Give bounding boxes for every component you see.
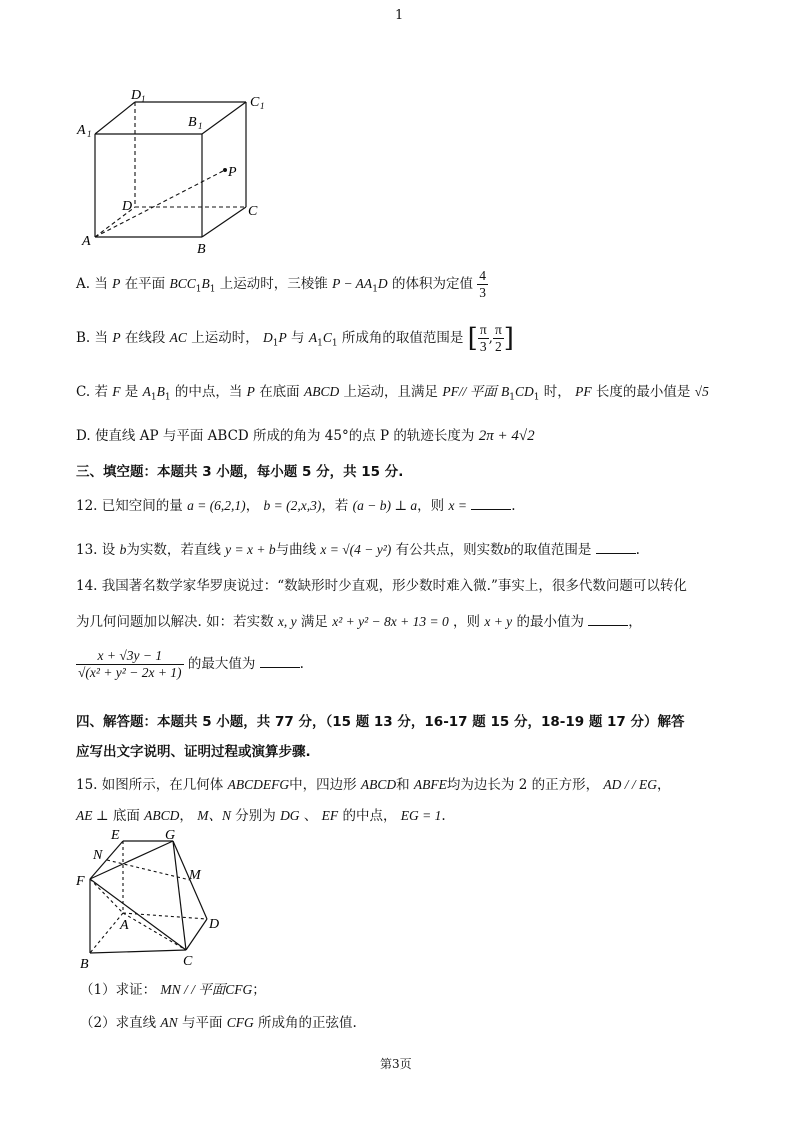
question-15-part-2: （2）求直线 AN 与平面 CFG 所成角的正弦值.: [80, 1015, 357, 1031]
question-14-line-2: 为几何问题加以解决. 如：若实数 x, y 满足 x² + y² − 8x + 13 = 0 ，则 x + y 的最小值为 ，: [76, 614, 642, 630]
label-d: D: [209, 917, 220, 932]
edge-bc: [202, 207, 246, 237]
answer-blank-14b: [260, 667, 300, 668]
option-c: C. 若 F 是 $A_1B_1$ 的中点，当 P 在底面 ABCD 上运动，且满足 PF// 平面 $B_1CD_1$ 时， PF 长度的最小值是 √5: [76, 384, 709, 403]
edge-bc: [90, 950, 186, 953]
question-13: 13. 设 b为实数，若直线 y = x + b与曲线 x = √(4 − y²) 有公共点，则实数b的取值范围是 .: [76, 542, 640, 558]
section-4-title-line-2: 应写出文字说明、证明过程或演算步骤.: [76, 744, 311, 760]
question-14-line-1: 14. 我国著名数学家华罗庚说过：“数缺形时少直观，形少数时难入微.”事实上，很多代数问题可以转化: [76, 578, 687, 594]
label-c: C: [248, 204, 258, 219]
answer-blank-12: [471, 509, 511, 510]
section-4-title-line-1: 四、解答题：本题共 5 小题，共 77 分，（15 题 13 分，16-17 题 15 分，18-19 题 17 分）解答: [76, 714, 685, 730]
edge-ac: [123, 913, 186, 950]
header-page-number: 1: [395, 8, 404, 23]
label-d: D: [122, 199, 133, 214]
label-c: C: [183, 954, 193, 969]
label-d1: D: [131, 88, 142, 103]
label-a: A: [82, 234, 91, 249]
edge-a1d1: [95, 102, 135, 134]
edge-cd: [186, 919, 207, 950]
label-d1-sub: 1: [141, 94, 146, 104]
label-m: M: [189, 868, 201, 883]
label-b: B: [80, 957, 89, 972]
option-d: D. 使直线 AP 与平面 ABCD 所成的角为 45°的点 P 的轨迹长度为 2π + 4√2: [76, 428, 535, 444]
question-12: 12. 已知空间的量 a = (6,2,1)， b = (2,x,3)，若 (a − b) ⊥ a，则 x = .: [76, 498, 516, 514]
answer-blank-14a: [588, 625, 628, 626]
question-15-line-1: 15. 如图所示，在几何体 ABCDEFG中，四边形 ABCD和 ABFE均为边长为 2 的正方形， AD / / EG，: [76, 777, 671, 793]
edge-b1c1: [202, 102, 246, 134]
answer-blank-13: [596, 553, 636, 554]
label-b1-sub: 1: [198, 121, 203, 131]
label-f: F: [76, 874, 85, 889]
fraction-expression: $\frac{x + √3y - 1}{\text{√(x² + y² − 2x + 1)}}$: [78, 648, 182, 680]
segment-ap: [95, 170, 225, 237]
label-b1: B: [188, 115, 197, 130]
segment-nm: [107, 860, 190, 880]
label-a1-sub: 1: [87, 129, 92, 139]
label-n: N: [93, 848, 103, 863]
question-14-line-3: $\frac{x + √3y - 1}{\text{√(x² + y² − 2x + 1)}}$ 的最大值为 .: [78, 648, 304, 680]
label-a1: A: [77, 123, 86, 138]
label-c1: C: [250, 95, 260, 110]
edge-fc: [90, 879, 186, 950]
section-3-title: 三、填空题：本题共 3 小题，每小题 5 分，共 15 分.: [76, 464, 404, 480]
label-a: A: [120, 918, 129, 933]
edge-ad: [123, 913, 207, 919]
label-c1-sub: 1: [260, 101, 265, 111]
question-15-line-2: AE ⊥ 底面 ABCD， M、N 分别为 DG 、 EF 的中点， EG = 1.: [76, 808, 446, 824]
option-b: B. 当 P 在线段 AC 上运动时， $D_1P$ 与 $A_1C_1$ 所成角的取值范围是 [ $\frac{\pi}{3}$ , $\frac{\pi}{2}$ ]: [76, 322, 514, 354]
label-p: P: [228, 165, 237, 180]
solid-figure: [75, 825, 235, 973]
point-p: [223, 168, 227, 172]
segment-fa: [90, 879, 123, 913]
fraction-4-3: $\frac{4}{3}$: [479, 268, 487, 300]
label-g: G: [165, 828, 176, 843]
edge-ab: [90, 913, 123, 953]
label-e: E: [111, 828, 120, 843]
cube-figure: [70, 82, 280, 257]
question-15-part-1: （1）求证： MN / / 平面CFG；: [80, 982, 266, 998]
option-a: A. 当 P 在平面 $BCC_1B_1$ 上运动时，三棱锥 $P - AA_1D$ 的体积为定值 $\frac{4}{3}$: [76, 268, 487, 300]
label-b: B: [197, 242, 206, 257]
footer-page-label: 第3页: [380, 1057, 412, 1071]
